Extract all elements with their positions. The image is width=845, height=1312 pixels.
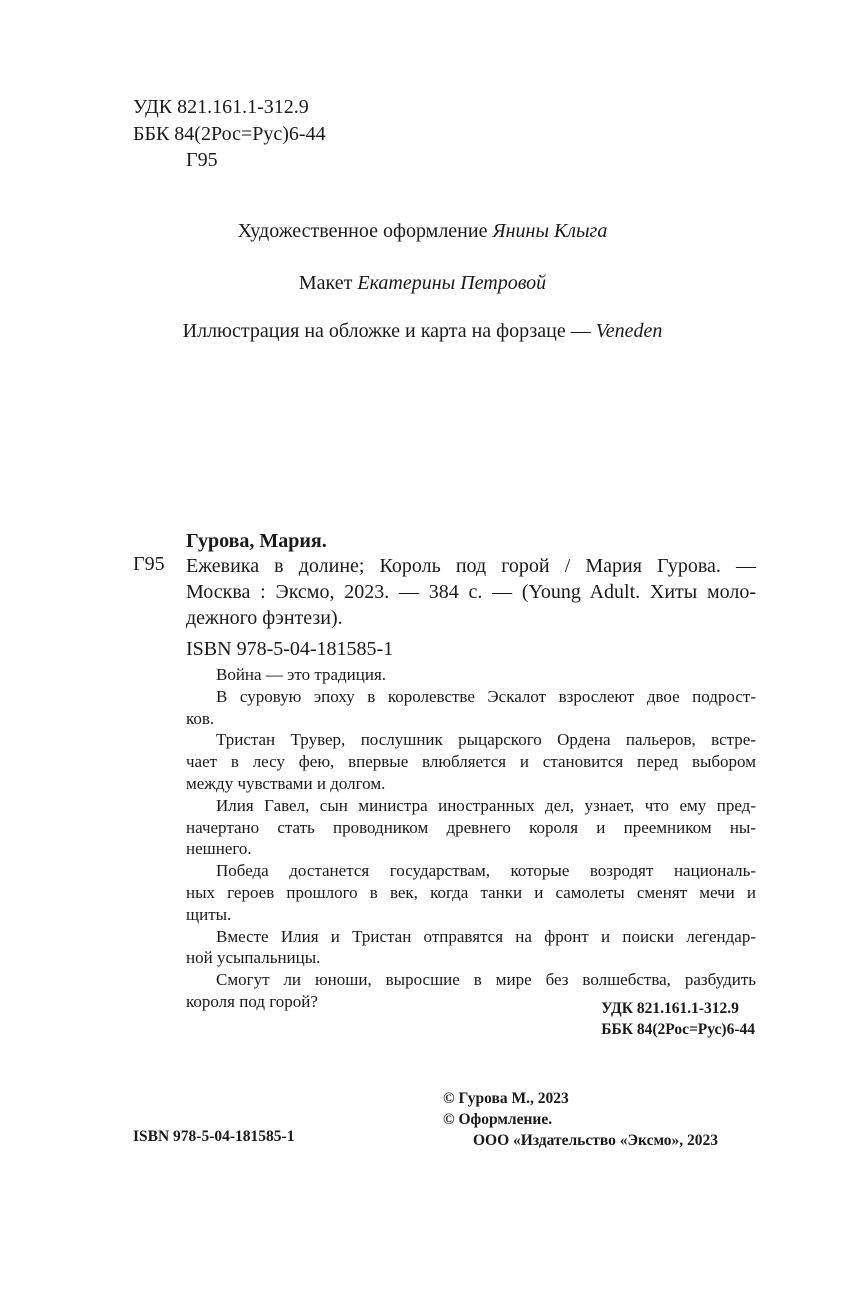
header-codes <box>133 94 326 174</box>
annotation-paragraph: Смогут ли юноши, выросшие в мире без волшебства, разбудить короля под горой? <box>186 970 756 1011</box>
copyright-author: © Гурова М., 2023 <box>443 1090 569 1107</box>
credit-label: Иллюстрация на обложке и карта на форзаце — <box>182 320 591 342</box>
credit-name: Екатерины Петровой <box>357 272 547 294</box>
annotation-paragraph: Илия Гавел, сын министра иностранных дел, узнает, что ему пред- начертано стать проводником древнего короля и преемником ны- нешнего. <box>186 795 756 859</box>
annotation <box>186 664 756 1013</box>
annotation-paragraph: В суровую эпоху в королевстве Эскалот взрослеют двое подрост- ков. <box>186 686 756 728</box>
credit-label: Художественное оформление <box>237 220 488 242</box>
bbk-code: ББК 84(2Рос=Рус)6-44 <box>133 122 326 145</box>
copyright-design: © Оформление. <box>443 1111 553 1128</box>
author-mark: Г95 <box>186 149 218 171</box>
entry-title-line: дежного фэнтези). <box>186 607 343 629</box>
credit-label: Макет <box>298 272 353 294</box>
footer-isbn: ISBN 978-5-04-181585-1 <box>133 1128 295 1145</box>
footer-udk: УДК 821.161.1-312.9 <box>601 1000 739 1017</box>
entry-author: Гурова, Мария. <box>186 530 327 552</box>
credit-illustration <box>0 320 845 343</box>
annotation-paragraph: Тристан Трувер, послушник рыцарского Ордена пальеров, встре- чает в лесу фею, впервые влюбляется и становится перед выбором между чувствами и долгом. <box>186 730 756 793</box>
annotation-paragraph: Победа достанется государствам, которые возродят националь- ных героев прошлого в век, когда танки и самолеты сменят мечи и щиты. <box>186 861 756 924</box>
credit-name: Янины Клыга <box>492 220 608 242</box>
copyright-publisher: ООО «Издательство «Эксмо», 2023 <box>473 1132 719 1149</box>
credit-art-design <box>0 220 845 243</box>
copyright-block <box>443 1088 718 1151</box>
annotation-paragraph: Вместе Илия и Тристан отправятся на фронт и поиски легендар- ной усыпальницы. <box>186 926 756 968</box>
footer-bbk: ББК 84(2Рос=Рус)6-44 <box>601 1021 755 1038</box>
entry-title-line: Ежевика в долине; Король под горой / Мария Гурова. — <box>186 555 756 577</box>
entry-isbn: ISBN 978-5-04-181585-1 <box>186 638 394 660</box>
credit-name: Veneden <box>595 320 663 342</box>
entry-author-mark: Г95 <box>133 553 165 575</box>
entry-title <box>186 553 756 631</box>
annotation-paragraph: Война — это традиция. <box>216 665 387 684</box>
entry-title-line: Москва : Эксмо, 2023. — 384 с. — (Young Adult. Хиты моло- <box>186 581 756 603</box>
credit-layout <box>0 272 845 295</box>
udk-code: УДК 821.161.1-312.9 <box>133 96 309 118</box>
footer-codes <box>601 998 755 1040</box>
